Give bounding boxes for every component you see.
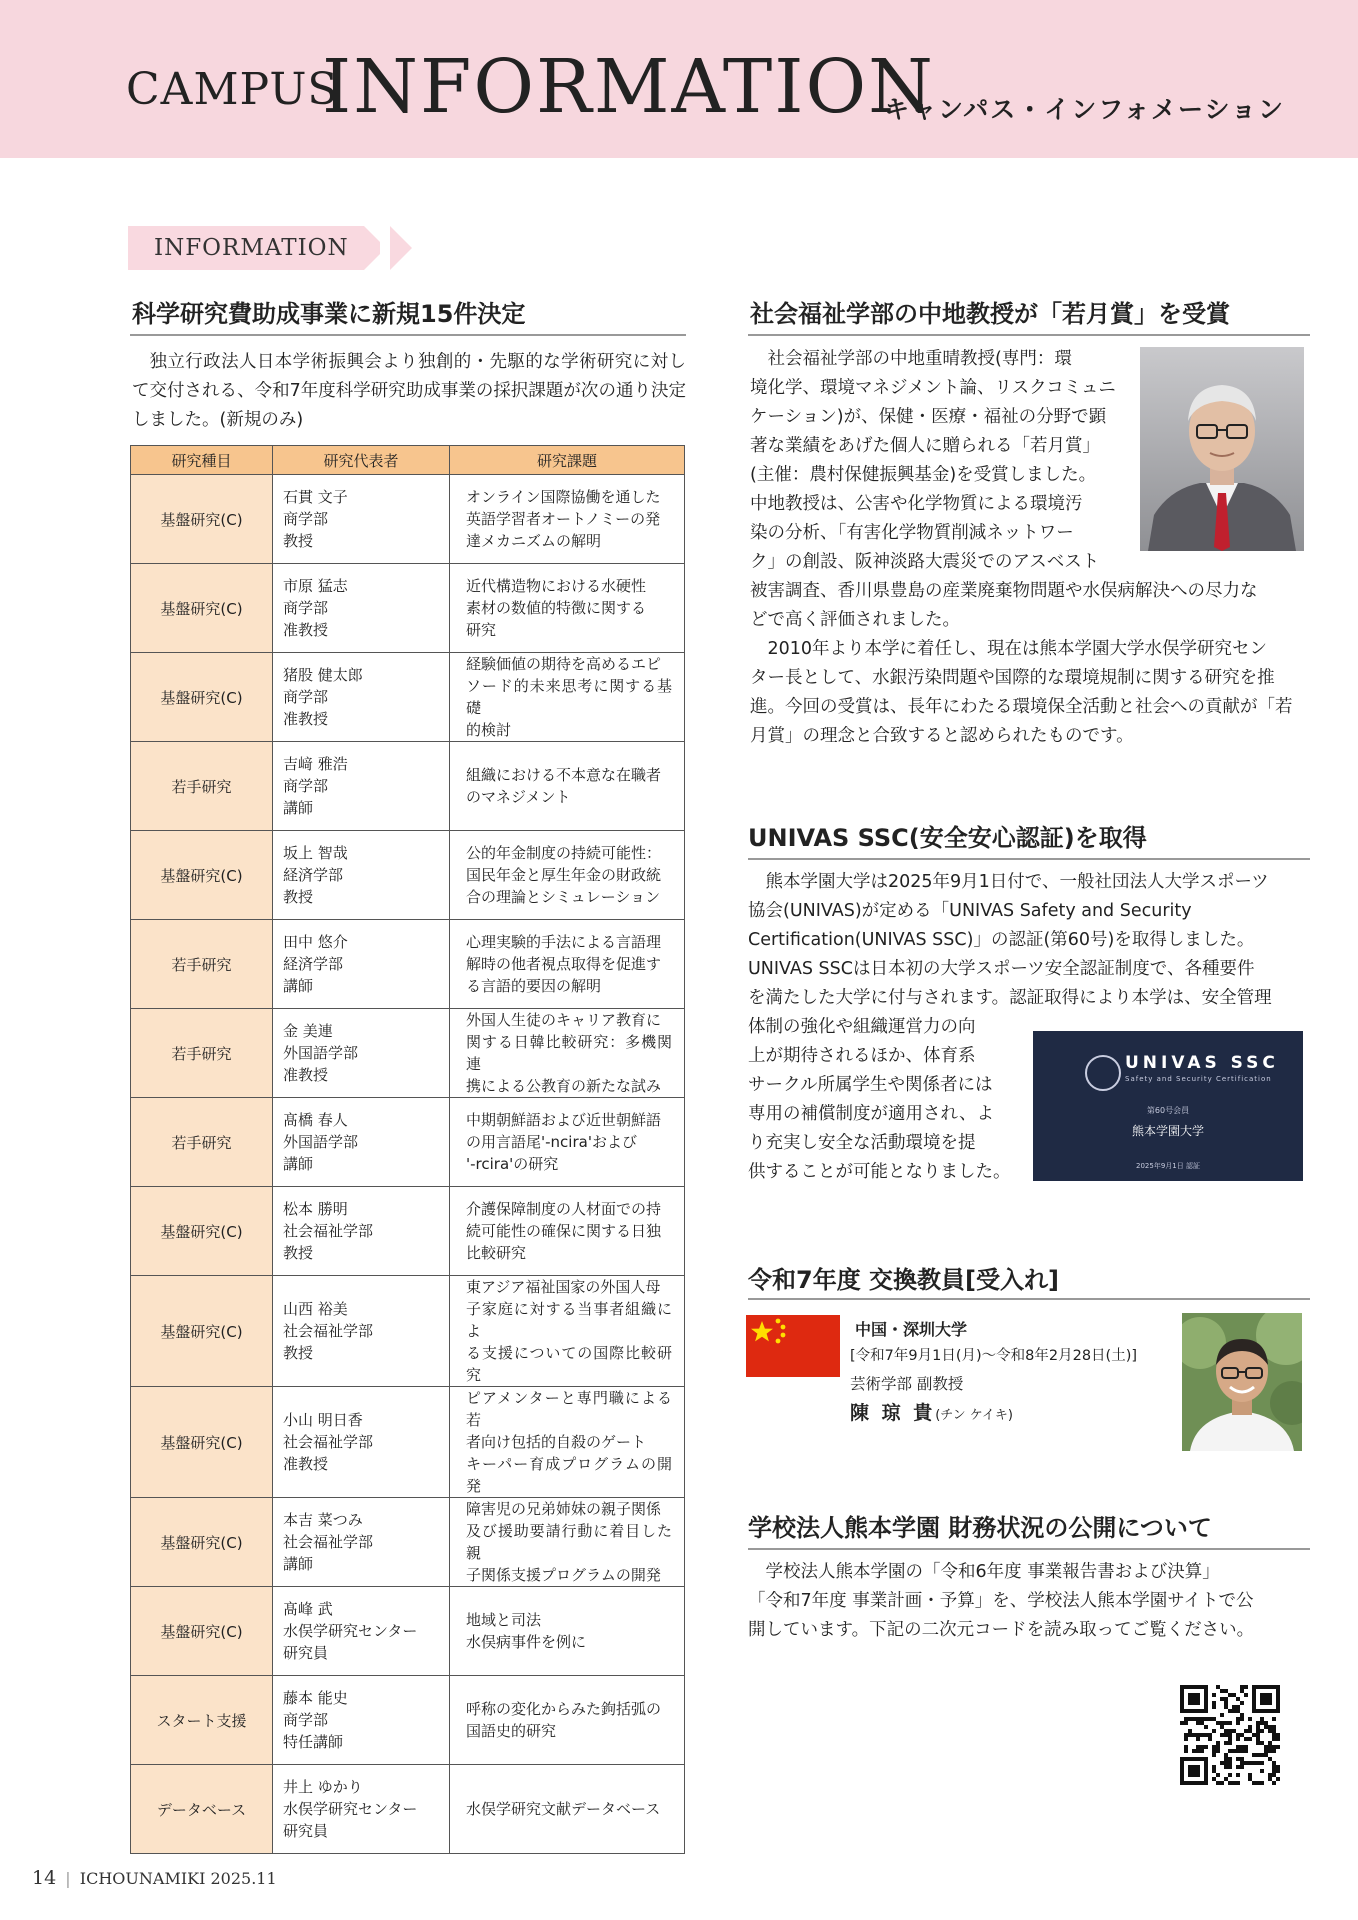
grant-person-line: 経済学部 [283,955,344,973]
text-line: 中地教授は、公害や化学物質による環境汚 [750,494,1083,514]
grant-topic-line: 及び援助要請行動に着目した親 [466,1522,672,1562]
grant-type: スタート支援 [131,1676,273,1765]
col-header-type: 研究種目 [131,446,273,475]
grant-topic-line: 心理実験的手法による言語理 [466,933,662,951]
univas-emblem-icon [1085,1055,1121,1091]
table-row [131,1676,685,1765]
cert-number: 第60号会員 [1146,1106,1190,1115]
grant-person-line: 講師 [283,1555,314,1573]
grant-type: 基盤研究(C) [131,564,273,653]
exchange-name: 陳 琼 貴 [850,1402,936,1424]
grant-type: 基盤研究(C) [131,1187,273,1276]
grant-person-line: 外国語学部 [283,1133,359,1151]
grant-person-line: 准教授 [283,1455,329,1473]
grants-intro: 独立行政法人日本学術振興会より独創的・先駆的な学術研究に対して交付される、令和7年度科学研究助成事業の採択課題が次の通り決定しました。(新規のみ) [132,352,686,430]
magazine-name: ICHOUNAMIKI 2025.11 [79,1869,277,1888]
grant-topic-line: 組織における不本意な在職者 [466,766,662,784]
page-footer [32,1867,277,1889]
grant-person-line: 金 美連 [283,1022,333,1040]
finance-title: 学校法人熊本学園 財務状況の公開について [748,1514,1212,1542]
grant-topic-line: 合の理論とシミュレーション [466,888,661,906]
grant-topic-line: の用言語尾'-ncira'および [466,1133,637,1151]
grant-person-line: 講師 [283,799,314,817]
univas-text-top [748,868,1310,1013]
grant-topic [450,1498,685,1587]
cert-date: 2025年9月1日 認証 [1136,1162,1200,1170]
grant-person-line: 小山 明日香 [283,1411,363,1429]
exchange-rule [748,1298,1310,1300]
grant-topic-line: 呼称の変化からみた鉤括弧の [466,1700,662,1718]
exchange-period: [令和7年9月1日(月)〜令和8年2月28日(土)] [850,1348,1138,1364]
grant-person-line: 市原 猛志 [283,577,348,595]
grant-topic-line: 障害児の兄弟姉妹の親子関係 [466,1500,662,1518]
text-line: サークル所属学生や関係者には [748,1075,993,1095]
grant-person-line: 髙橋 春人 [283,1111,348,1129]
text-line: 学校法人熊本学園の「令和6年度 事業報告書および決算」 [765,1562,1220,1582]
grant-person-line: 石貫 文子 [283,488,348,506]
text-line: 上が期待されるほか、体育系 [748,1046,976,1066]
grant-person [273,1009,450,1098]
grant-person [273,1676,450,1765]
finance-text [748,1558,1310,1645]
grant-person-line: 准教授 [283,1066,329,1084]
grant-topic-line: 国語史的研究 [466,1722,557,1740]
grant-person [273,1098,450,1187]
grant-person-line: 水俣学研究センター [283,1800,418,1818]
text-line: ケーション)が、保健・医療・福祉の分野で顕 [750,407,1107,427]
grant-topic-line: 関する日韓比較研究：多機関連 [466,1033,672,1073]
table-row [131,1765,685,1854]
grant-person-line: 特任講師 [283,1733,344,1751]
grant-person-line: 教授 [283,1244,314,1262]
grant-topic-line: 達メカニズムの解明 [466,532,602,550]
grant-topic-line: 英語学習者オートノミーの発 [466,510,661,528]
grant-type: 基盤研究(C) [131,1387,273,1498]
grants-table [130,445,685,1854]
grant-person-line: 社会福祉学部 [283,1322,374,1340]
grant-person [273,920,450,1009]
qr-code-icon[interactable] [1180,1685,1280,1785]
grant-person-line: 准教授 [283,710,329,728]
award-text-bottom [750,577,1310,751]
text-line: 協会(UNIVAS)が定める「UNIVAS Safety and Security [748,901,1192,921]
grant-person-line: 猪股 健太郎 [283,666,363,684]
grant-type: 若手研究 [131,742,273,831]
grant-person-line: 准教授 [283,621,329,639]
grant-person-line: 社会福祉学部 [283,1222,374,1240]
grant-person-line: 講師 [283,977,314,995]
exchange-title: 令和7年度 交換教員[受入れ] [748,1266,1059,1294]
professor-photo [1140,347,1304,551]
grant-topic-line: オンライン国際協働を通した [466,488,661,506]
grant-topic-line: 携による公教育の新たな試み [466,1077,662,1095]
grant-person-line: 坂上 智哉 [283,844,348,862]
grant-topic [450,1009,685,1098]
univas-certificate [1033,1031,1303,1181]
grant-topic [450,1098,685,1187]
grant-topic-line: る支援についての国際比較研究 [466,1344,672,1384]
exchange-teacher-photo [1182,1313,1302,1451]
text-line: 境化学、環境マネジメント論、リスクコミュニ [750,378,1116,398]
grant-topic [450,475,685,564]
text-line: 進。今回の受賞は、長年にわたる環境保全活動と社会への貢献が「若 [750,697,1293,717]
grant-topic-line: 者向け包括的自殺のゲート [466,1433,647,1451]
grant-person-line: 講師 [283,1155,314,1173]
grant-person-line: 外国語学部 [283,1044,359,1062]
grant-topic [450,1765,685,1854]
grant-topic-line: 解時の他者視点取得を促進す [466,955,662,973]
text-line: 2010年より本学に着任し、現在は熊本学園大学水俣学研究セン [767,639,1268,659]
grant-topic-line: 比較研究 [466,1244,527,1262]
text-line: Certification(UNIVAS SSC)」の認証(第60号)を取得しました。 [748,930,1255,950]
grant-topic [450,1587,685,1676]
exchange-school: 中国・深圳大学 [855,1320,968,1339]
grant-type: 若手研究 [131,920,273,1009]
grant-topic-line: 東アジア福祉国家の外国人母 [466,1278,661,1296]
grant-person-line: 経済学部 [283,866,344,884]
exchange-role: 芸術学部 副教授 [850,1375,964,1393]
text-line: を満たした大学に付与されます。認証取得により本学は、安全管理 [748,988,1272,1008]
grant-type: 基盤研究(C) [131,831,273,920]
grant-type: 基盤研究(C) [131,475,273,564]
grant-topic-line: 経験価値の期待を高めるエピ [466,655,662,673]
award-text-top [750,345,1116,577]
grant-topic [450,742,685,831]
table-row [131,1387,685,1498]
page-header [0,0,1358,158]
col-header-topic: 研究課題 [450,446,685,475]
exchange-name-block [850,1398,1013,1425]
grant-topic-line: る言語的要因の解明 [466,977,602,995]
text-line: 「令和7年度 事業計画・予算」を、学校法人熊本学園サイトで公 [748,1591,1254,1611]
grant-topic [450,831,685,920]
grant-person-line: 田中 悠介 [283,933,348,951]
text-line: り充実し安全な活動環境を提 [748,1133,976,1153]
grant-person [273,475,450,564]
text-line: 月賞」の理念と合致すると認められたものです。 [750,726,1134,746]
china-flag-icon [746,1315,840,1377]
table-row [131,653,685,742]
grant-person-line: 商学部 [283,510,329,528]
table-row [131,1276,685,1387]
grant-person-line: 教授 [283,1344,314,1362]
grant-person [273,742,450,831]
grant-type: 基盤研究(C) [131,653,273,742]
award-rule [748,334,1310,336]
grant-topic [450,1187,685,1276]
grant-topic-line: のマネジメント [466,788,571,806]
grant-topic-line: 研究 [466,621,497,639]
table-row [131,1098,685,1187]
grant-person [273,564,450,653]
grant-person-line: 商学部 [283,599,329,617]
table-row [131,564,685,653]
grant-topic [450,1387,685,1498]
table-row [131,742,685,831]
page-number: 14 [32,1867,57,1889]
text-line: 供することが可能となりました。 [748,1162,1011,1182]
exchange-reading: (チン ケイキ) [935,1408,1013,1423]
cert-university: 熊本学園大学 [1131,1124,1204,1138]
grant-type: データベース [131,1765,273,1854]
grant-type: 基盤研究(C) [131,1276,273,1387]
grant-topic-line: 素材の数値的特徴に関する [466,599,647,617]
footer-separator: | [65,1869,71,1888]
table-row [131,475,685,564]
grant-person [273,831,450,920]
table-row [131,831,685,920]
table-row [131,1187,685,1276]
grant-person-line: 井上 ゆかり [283,1778,363,1796]
text-line: 染の分析、「有害化学物質削減ネットワー [750,523,1074,543]
univas-title: UNIVAS SSC(安全安心認証)を取得 [748,824,1147,852]
grant-topic-line: 的検討 [466,721,512,739]
grant-topic-line: 水俣学研究文献データベース [466,1800,661,1818]
grant-topic-line: 公的年金制度の持続可能性： [466,844,662,862]
text-line: どで高く評価されました。 [750,610,960,630]
text-line: 熊本学園大学は2025年9月1日付で、一般社団法人大学スポーツ [765,872,1269,892]
grant-topic-line: ピアメンターと専門職による若 [466,1389,672,1429]
grant-person-line: 商学部 [283,777,329,795]
text-line: 開しています。下記の二次元コードを読み取ってご覧ください。 [748,1620,1255,1640]
grant-person [273,1276,450,1387]
grant-person [273,1587,450,1676]
badge-label: INFORMATION [154,235,349,261]
table-row [131,1587,685,1676]
grant-person-line: 教授 [283,888,314,906]
grant-person-line: 社会福祉学部 [283,1433,374,1451]
text-line: (主催：農村保健振興基金)を受賞しました。 [750,465,1097,485]
grant-person-line: 本吉 菜つみ [283,1511,363,1529]
grant-topic-line: 水俣病事件を例に [466,1633,587,1651]
table-row [131,920,685,1009]
grant-type: 基盤研究(C) [131,1587,273,1676]
univas-rule [748,858,1310,860]
grant-topic-line: キーパー育成プログラムの開発 [466,1455,672,1495]
grant-topic [450,1276,685,1387]
text-line: UNIVAS SSCは日本初の大学スポーツ安全認証制度で、各種要件 [748,959,1255,979]
grant-topic-line: '-rcira'の研究 [466,1155,559,1173]
grant-person-line: 商学部 [283,688,329,706]
text-line: 体制の強化や組織運営力の向 [748,1017,976,1037]
grants-rule [130,334,686,336]
grant-topic-line: 外国人生徒のキャリア教育に [466,1011,662,1029]
grant-type: 若手研究 [131,1009,273,1098]
grant-topic-line: 地域と司法 [466,1611,542,1629]
grant-person [273,1765,450,1854]
grant-person-line: 研究員 [283,1644,329,1662]
cert-brand: UNIVAS SSC [1125,1053,1279,1073]
grant-person-line: 松本 勝明 [283,1200,348,1218]
grant-person-line: 商学部 [283,1711,329,1729]
text-line: 著な業績をあげた個人に贈られる「若月賞」 [750,436,1100,456]
grant-topic [450,653,685,742]
grant-topic-line: ソード的未来思考に関する基礎 [466,677,672,717]
grant-topic-line: 国民年金と厚生年金の財政統 [466,866,662,884]
grant-topic-line: 子家庭に対する当事者組織によ [466,1300,672,1340]
grant-topic [450,920,685,1009]
header-campus: CAMPUS [126,64,339,115]
table-row [131,1498,685,1587]
grant-person-line: 教授 [283,532,314,550]
grant-person [273,653,450,742]
grant-person-line: 吉﨑 雅浩 [283,755,348,773]
grant-person-line: 研究員 [283,1822,329,1840]
grant-type: 基盤研究(C) [131,1498,273,1587]
header-kana: キャンパス・インフォメーション [884,95,1286,124]
grant-topic-line: 子関係支援プログラムの開発 [466,1566,661,1584]
table-header-row [131,446,685,475]
text-line: 専用の補償制度が適用され、よ [748,1104,995,1124]
text-line: ター長として、水銀汚染問題や国際的な環境規制に関する研究を推 [750,668,1275,688]
univas-text-bottom [748,1013,1012,1187]
col-header-person: 研究代表者 [273,446,450,475]
text-line: 被害調査、香川県豊島の産業廃棄物問題や水俣病解決への尽力な [750,581,1258,601]
text-line: ク」の創設、阪神淡路大震災でのアスベスト [750,552,1100,572]
text-line: 社会福祉学部の中地重晴教授(専門：環 [767,349,1072,369]
grant-topic-line: 近代構造物における水硬性 [466,577,647,595]
grant-topic [450,564,685,653]
grant-type: 若手研究 [131,1098,273,1187]
grant-topic-line: 中期朝鮮語および近世朝鮮語 [466,1111,662,1129]
table-row [131,1009,685,1098]
header-information: INFORMATION [322,44,935,130]
grant-person-line: 水俣学研究センター [283,1622,418,1640]
grant-person [273,1187,450,1276]
grant-person [273,1498,450,1587]
grant-person [273,1387,450,1498]
grant-topic-line: 介護保障制度の人材面での持 [466,1200,662,1218]
grant-person-line: 山西 裕美 [283,1300,348,1318]
grants-title: 科学研究費助成事業に新規15件決定 [132,300,526,328]
award-title: 社会福祉学部の中地教授が「若月賞」を受賞 [750,300,1230,328]
finance-rule [748,1548,1310,1550]
cert-sub: Safety and Security Certification [1125,1075,1272,1083]
grant-person-line: 髙峰 武 [283,1600,333,1618]
grant-person-line: 社会福祉学部 [283,1533,374,1551]
grant-person-line: 藤本 能史 [283,1689,348,1707]
grant-topic-line: 続可能性の確保に関する日独 [466,1222,662,1240]
grant-topic [450,1676,685,1765]
